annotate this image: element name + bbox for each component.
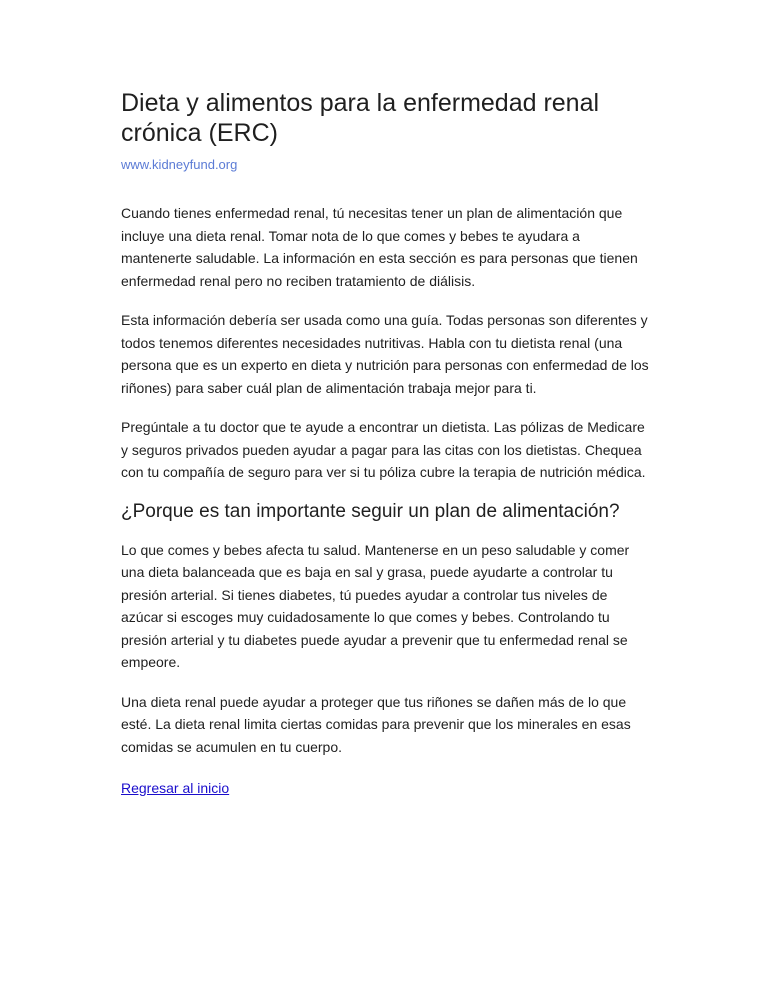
back-to-top-link[interactable]: Regresar al inicio xyxy=(121,780,230,796)
renal-diet-paragraph: Una dieta renal puede ayudar a proteger que tus riñones se dañen más de lo que esté. La dieta renal limita ciertas comidas para prevenir que los minerales en esas comidas se acumulen en tu cuerpo. xyxy=(121,693,631,755)
dietitian-paragraph: Pregúntale a tu doctor que te ayude a encontrar un dietista. Las pólizas de Medicare y seguros privados pueden ayudar a pagar para las citas con los dietistas. Chequea con tu compañía de seguro para ver si tu póliza cubre la terapia de nutrición médica. xyxy=(121,419,646,480)
section-heading: ¿Porque es tan importante seguir un plan de alimentación? xyxy=(121,500,620,522)
health-paragraph: Lo que comes y bebes afecta tu salud. Mantenerse en un peso saludable y comer una dieta balanceada que es baja en sal y grasa, puede ayudarte a controlar tu presión arterial. Si tienes diabetes, tú puedes ayudar a controlar tus niveles de azúcar si escoges muy cuidadosamente lo que comes y bebes. Controlando tu presión arterial y tu diabetes puede ayudar a prevenir que tu enfermedad renal se empeore. xyxy=(121,541,630,670)
intro-paragraph: Cuando tienes enfermedad renal, tú necesitas tener un plan de alimentación que incluye una dieta renal. Tomar nota de lo que comes y bebes te ayudara a mantenerte saludable. La información en esta sección es para personas que tienen enfermedad renal pero no reciben tratamiento de diálisis. xyxy=(121,205,638,289)
guidance-paragraph: Esta información debería ser usada como una guía. Todas personas son diferentes y todos tenemos diferentes necesidades nutritivas. Habla con tu dietista renal (una persona que es un experto en dieta y nutrición para personas con enfermedad de los riñones) para saber cuál plan de alimentación trabaja mejor para ti. xyxy=(121,312,649,396)
source-url: www.kidneyfund.org xyxy=(121,157,238,172)
page-title: Dieta y alimentos para la enfermedad renal crónica (ERC) xyxy=(121,89,600,147)
